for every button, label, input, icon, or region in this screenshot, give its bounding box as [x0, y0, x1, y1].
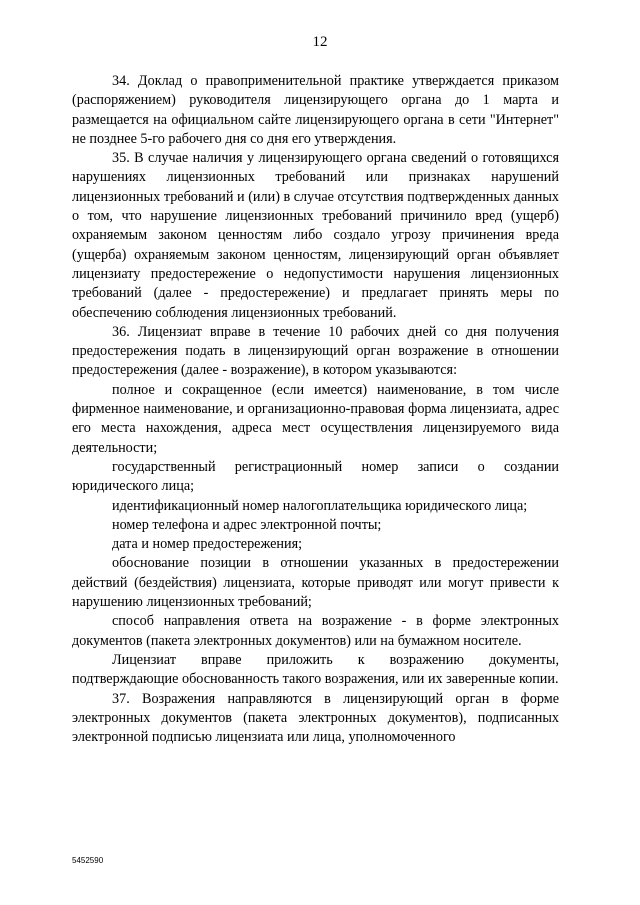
- page-number: 12: [312, 34, 328, 50]
- document-code: 5452590: [72, 856, 104, 865]
- paragraph-35: 35. В случае наличия у лицензирующего органа сведений о готовящихся нарушениях лицензионных требований или признаках нарушений лицензионных требований и (или) в случае отсутствия подтвержденных данных о том, что нарушение лицензионных требований причинило вред (ущерб) охраняемым законом ценностям либо создало угрозу причинения вреда (ущерба) охраняемым законом ценностям, лицензирующий орган объявляет лицензиату предостережение о недопустимости нарушения лицензионных требований (далее - предостережение) и предлагает принять меры по обеспечению соблюдения лицензионных требований.: [72, 150, 559, 321]
- list-item-justification: обоснование позиции в отношении указанных в предостережении действий (бездействия) лицензиата, которые приводят или могут привести к нарушению лицензионных требований;: [72, 555, 559, 611]
- list-item-contacts: номер телефона и адрес электронной почты;: [112, 516, 382, 533]
- list-item-name: полное и сокращенное (если имеется) наименование, в том числе фирменное наименование, и организационно-правовая форма лицензиата, адрес его места нахождения, адреса мест осуществления лицензируемого вида деятельности;: [72, 381, 559, 456]
- paragraph-36: 36. Лицензиат вправе в течение 10 рабочих дней со дня получения предостережения подать в лицензирующий орган возражение в отношении предостережения (далее - возражение), в котором указываются:: [72, 323, 559, 379]
- list-item-registration-number: государственный регистрационный номер записи о создании юридического лица;: [72, 458, 559, 495]
- list-item-inn: идентификационный номер налогоплательщика юридического лица;: [112, 497, 528, 514]
- paragraph-attachments: Лицензиат вправе приложить к возражению документы, подтверждающие обоснованность такого возражения, или их заверенные копии.: [72, 651, 559, 688]
- list-item-warning-date: дата и номер предостережения;: [112, 536, 303, 553]
- document-body: [72, 72, 559, 747]
- paragraph-37: 37. Возражения направляются в лицензирующий орган в форме электронных документов (пакета электронных документов), подписанных электронной подписью лицензиата или лица, уполномоченного: [72, 690, 559, 746]
- list-item-response-method: способ направления ответа на возражение - в форме электронных документов (пакета электронных документов) или на бумажном носителе.: [72, 613, 559, 649]
- paragraph-34: 34. Доклад о правоприменительной практике утверждается приказом (распоряжением) руководителя лицензирующего органа до 1 марта и размещается на официальном сайте лицензирующего органа в сети "Интернет" не позднее 5-го рабочего дня со дня его утверждения.: [72, 73, 559, 147]
